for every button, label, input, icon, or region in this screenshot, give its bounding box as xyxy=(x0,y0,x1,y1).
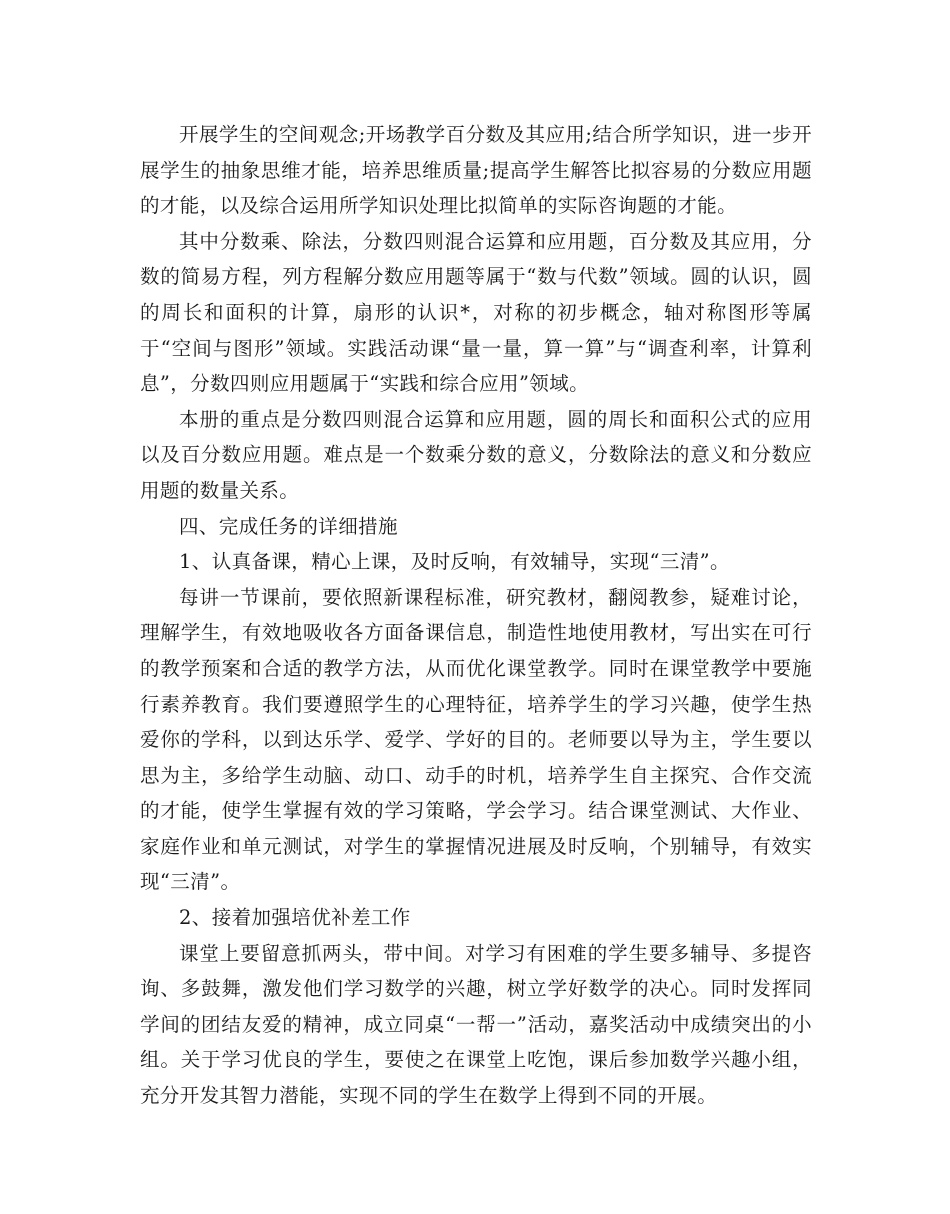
paragraph-lesson-prep: 每讲一节课前，要依照新课程标准，研究教材，翻阅教参，疑难讨论，理解学生，有效地吸收各方面备课信息，制造性地使用教材，写出实在可行的教学预案和合适的教学方法，从而优化课堂教学。同时在课堂教学中要施行素养教育。我们要遵照学生的心理特征，培养学生的学习兴趣，使学生热爱你的学科，以到达乐学、爱学、学好的目的。老师要以导为主，学生要以思为主，多给学生动脑、动口、动手的时机，培养学生自主探究、合作交流的才能，使学生掌握有效的学习策略，学会学习。结合课堂测试、大作业、家庭作业和单元测试，对学生的掌握情况进展及时反响，个别辅导，有效实现“三清”。 xyxy=(140,585,812,894)
paragraph-content-domains: 其中分数乘、除法，分数四则混合运算和应用题，百分数及其应用，分数的简易方程，列方程解分数应用题等属于“数与代数”领域。圆的认识，圆的周长和面积的计算，扇形的认识*，对称的初步概念，轴对称图形等属于“空间与图形”领域。实践活动课“量一量，算一算”与“调查利率，计算利息”，分数四则应用题属于“实践和综合应用”领域。 xyxy=(140,229,812,396)
paragraph-key-points: 本册的重点是分数四则混合运算和应用题，圆的周长和面积公式的应用以及百分数应用题。难点是一个数乘分数的意义，分数除法的意义和分数应用题的数量关系。 xyxy=(140,407,812,502)
subheading-tutoring: 2、接着加强培优补差工作 xyxy=(179,906,411,930)
document-body xyxy=(140,117,812,1114)
section-heading-measures: 四、完成任务的详细措施 xyxy=(179,514,398,538)
paragraph-tutoring: 课堂上要留意抓两头，带中间。对学习有困难的学生要多辅导、多提咨询、多鼓舞，激发他们学习数学的兴趣，树立学好数学的决心。同时发挥同学间的团结友爱的精神，成立同桌“一帮一”活动，嘉奖活动中成绩突出的小组。关于学习优良的学生，要使之在课堂上吃饱，课后参加数学兴趣小组，充分开发其智力潜能，实现不同的学生在数学上得到不同的开展。 xyxy=(140,941,812,1108)
paragraph-spatial-concepts: 开展学生的空间观念;开场教学百分数及其应用;结合所学知识，进一步开展学生的抽象思维才能，培养思维质量;提高学生解答比拟容易的分数应用题的才能，以及综合运用所学知识处理比拟简单的实际咨询题的才能。 xyxy=(140,123,812,218)
subheading-lesson-prep: 1、认真备课，精心上课，及时反响，有效辅导，实现“三清”。 xyxy=(179,550,730,574)
